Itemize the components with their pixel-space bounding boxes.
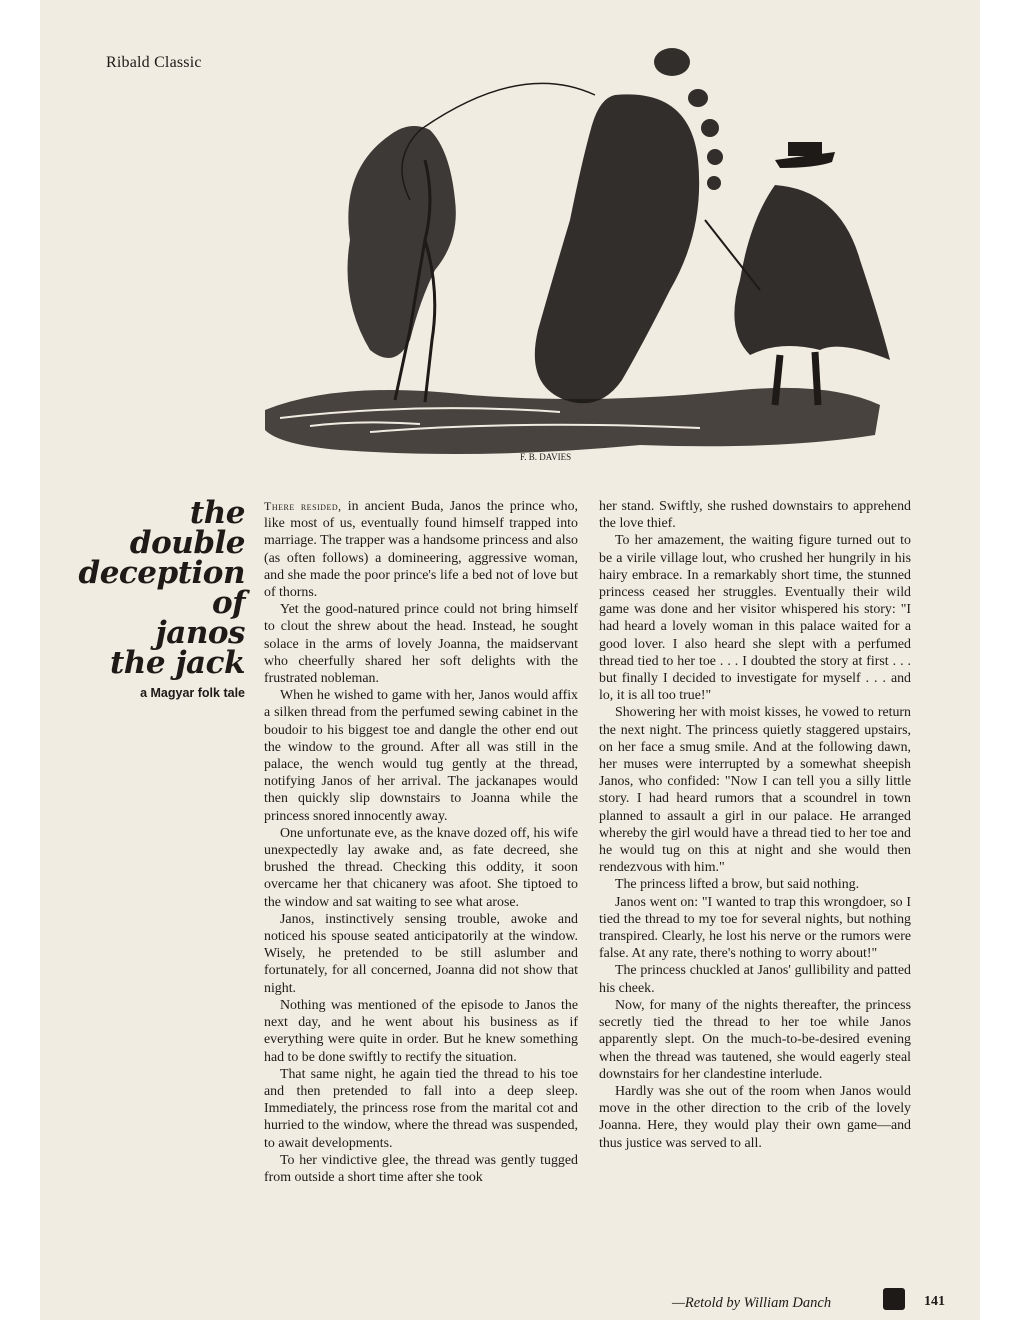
page-number: 141 [924, 1294, 945, 1309]
scan-margin-left [0, 0, 40, 1320]
story-title [40, 495, 245, 700]
article-paragraph: To her amazement, the waiting figure turned out to be a virile village lout, who crushed her hungrily in his hairy embrace. In a remarkably short time, the stunned princess ceased her struggles. Eventually their wild game was done and her visitor whispered his story: "I had heard a lovely woman in this palace waited for a good lover. I also heard she slept with a perfumed thread tied to her toe . . . I doubted the story at first . . . but finally I decided to investigate for myself . . . and lo, it is all too true!" [599, 533, 911, 704]
bunny-logo-icon [883, 1288, 905, 1310]
article-paragraph: her stand. Swiftly, she rushed downstairs to apprehend the love thief. [599, 499, 911, 532]
lead-paragraph-text: in ancient Buda, Janos the prince who, like most of us, eventually found himself trapped into marriage. The trapper was a handsome princess and also (as often follows) a domineering, aggressive woman, and she made the poor prince's life a bed not of love but of thorns. [264, 499, 578, 601]
woman-hair-shape [348, 126, 456, 358]
title-line: the jack [109, 645, 245, 681]
article-paragraph: Yet the good-natured prince could not bring himself to clout the shrew about the head. Instead, he sought solace in the arms of lovely Joanna, the maidservant who cheerfully shared her soft delights with the frustrated nobleman. [264, 602, 578, 687]
footprint-big-toe-shape [654, 48, 690, 76]
article-paragraph: Hardly was she out of the room when Janos would move in the other direction to the crib of the lovely Joanna. Here, they would play their own game—and thus justice was served to all. [599, 1083, 911, 1151]
lead-in-smallcaps: There resided, [264, 499, 342, 513]
title-line: deception [78, 555, 245, 591]
title-line: the [189, 495, 245, 531]
article-paragraph: Nothing was mentioned of the episode to Janos the next day, and he went about his business as if everything were quite in order. But he knew something had to be done swiftly to rectify the situation. [264, 997, 578, 1065]
story-illustration [220, 40, 900, 480]
author-credit: —Retold by William Danch [672, 1295, 832, 1311]
section-label: Ribald Classic [106, 54, 202, 71]
title-line: double [129, 525, 245, 561]
article-paragraph: To her vindictive glee, the thread was gently tugged from outside a short time after she took [264, 1152, 578, 1185]
article-paragraph: The princess chuckled at Janos' gullibility and patted his cheek. [599, 963, 911, 996]
article-paragraph: The princess lifted a brow, but said nothing. [615, 877, 860, 893]
article-column-1 [264, 498, 578, 1186]
title-line: of [211, 585, 245, 621]
man-cloak-shape [734, 185, 890, 360]
scan-margin-right [980, 0, 1020, 1320]
article-paragraph: Showering her with moist kisses, he vowed to return the next night. The princess quietly staggered upstairs, on her face a smug smile. And at the following dawn, her muses were interrupted by a somewhat sheepish Janos, who confided: "Now I can tell you a silly little story. I had heard rumors that a scoundrel in town planned to assault a girl in our palace. He arranged whereby the girl would have a thread tied to her toe and he would tug on this at night and she would then rendezvous with him." [599, 705, 911, 876]
title-line: janos [155, 615, 245, 651]
article-paragraph: Janos, instinctively sensing trouble, awoke and noticed his spouse seated anticipatorily at the window. Wisely, he pretended to be still aslumber and fortunately, for all concerned, Joanna did not show that night. [264, 911, 578, 996]
story-subtitle: a Magyar folk tale [140, 686, 245, 700]
footprint-sole-shape [535, 94, 699, 403]
article-paragraph: When he wished to game with her, Janos would affix a silken thread from the perfumed sewing cabinet in the boudoir to his biggest toe and dangle the other end out the window to the ground. After all was still in the palace, the wench would tug gently at the thread, notifying Janos of her arrival. The jackanapes would then quickly slip downstairs to Joanna while the princess snored innocently away. [264, 688, 578, 824]
article-paragraph: One unfortunate eve, as the knave dozed off, his wife unexpectedly lay awake and, as fate decreed, she brushed the thread. Checking this oddity, it soon overcame her that chicanery was afoot. She tiptoed to the window and sat waiting to see what arose. [264, 825, 578, 910]
article-paragraph: Janos went on: "I wanted to trap this wrongdoer, so I tied the thread to my toe for several nights, but nothing transpired. Clearly, he lost his nerve or the rumors were false. At any rate, there's nothing to worry about!" [599, 894, 911, 962]
article-paragraph: That same night, he again tied the thread to his toe and then pretended to fall into a deep sleep. Immediately, the princess rose from the marital cot and hurried to the window, where the thread was suspended, to await developments. [264, 1066, 578, 1151]
article-column-2 [599, 498, 911, 1152]
article-paragraph: Now, for many of the nights thereafter, the princess secretly tied the thread to her toe while Janos apparently slept. On the much-to-be-desired evening when the thread was tautened, she would eagerly steal downstairs for her clandestine interlude. [599, 997, 911, 1082]
artist-signature: F. B. DAVIES [520, 452, 572, 462]
article-paragraph [264, 498, 578, 601]
